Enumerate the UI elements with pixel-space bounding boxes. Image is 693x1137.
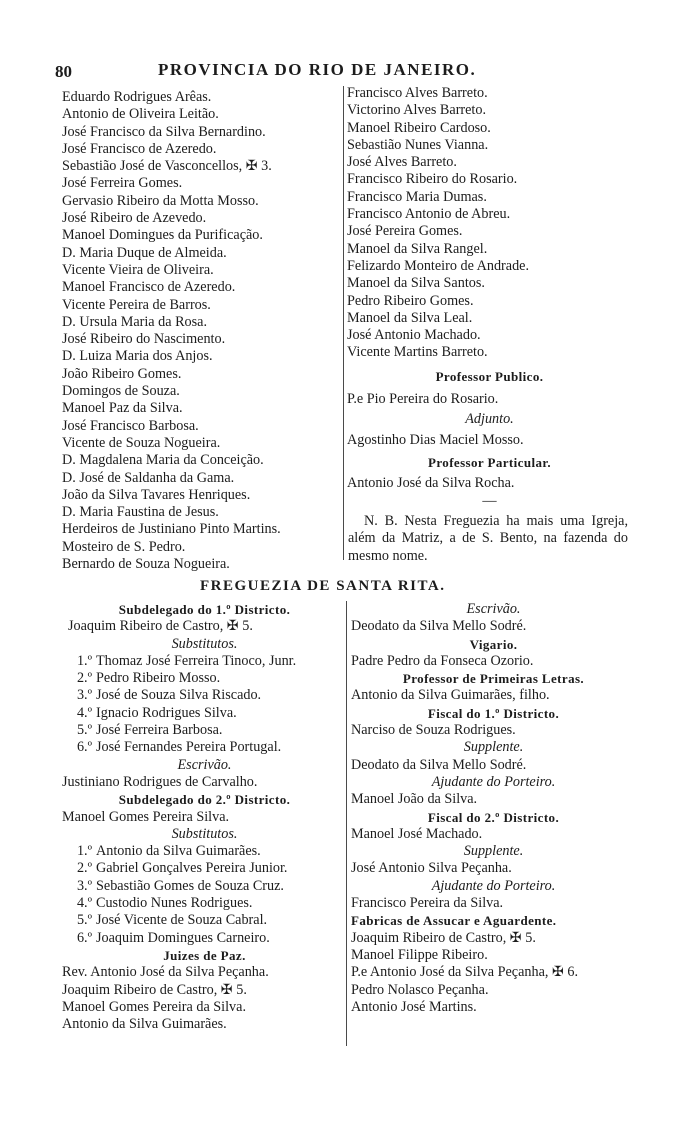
list-item [62, 687, 347, 704]
professor-particular-name: Antonio José da Silva Rocha. [347, 475, 515, 492]
list-item [62, 739, 347, 756]
bottom-right-column [351, 601, 636, 1016]
supplente-2-heading: Supplente. [463, 843, 524, 860]
separator-dash: — [482, 492, 497, 509]
subdelegado-1-name: Joaquim Ribeiro de Castro, ✠ 5. [68, 618, 253, 635]
list-item: Bernardo de Souza Nogueira. [62, 556, 230, 573]
list-item: Manoel Ribeiro Cardoso. [347, 119, 491, 136]
ordinal: 5.º [76, 912, 92, 929]
substituto-name: Pedro Ribeiro Mosso. [96, 670, 221, 687]
juizes-heading: Juizes de Paz. [163, 947, 246, 963]
list-item: José Francisco da Silva Bernardino. [62, 123, 266, 140]
professor-heading: Professor de Primeiras Letras. [402, 671, 585, 687]
substituto-name: Joaquim Domingues Carneiro. [96, 929, 270, 946]
list-item: P.e Antonio José da Silva Peçanha, ✠ 6. [351, 964, 579, 981]
substituto-name: José Ferreira Barbosa. [96, 722, 223, 739]
list-item: José Antonio Machado. [347, 327, 481, 344]
list-item [62, 860, 347, 877]
ordinal: 4.º [76, 895, 92, 912]
list-item: Antonio de Oliveira Leitão. [62, 106, 219, 123]
ordinal: 6.º [76, 739, 92, 756]
list-item: Manoel Gomes Pereira da Silva. [62, 998, 246, 1015]
ajudante-1-heading: Ajudante do Porteiro. [431, 773, 556, 790]
ordinal: 5.º [76, 722, 92, 739]
professor-publico-heading: Professor Publico. [435, 368, 544, 384]
list-item: Antonio José Martins. [351, 998, 477, 1015]
list-item: Pedro Nolasco Peçanha. [351, 981, 489, 998]
list-item: José Ribeiro de Azevedo. [62, 210, 207, 227]
supplente-1-name: Deodato da Silva Mello Sodré. [351, 756, 527, 773]
list-item [62, 930, 347, 947]
ordinal: 2.º [76, 670, 92, 687]
list-item [62, 722, 347, 739]
list-item [62, 878, 347, 895]
list-item: Manoel da Silva Rangel. [347, 240, 488, 257]
supplente-2-name: José Antonio Silva Peçanha. [351, 860, 512, 877]
list-item: José Ferreira Gomes. [62, 175, 183, 192]
substituto-name: Thomaz José Ferreira Tinoco, Junr. [96, 652, 297, 669]
page-number: 80 [55, 62, 72, 81]
adjunto-heading: Adjunto. [465, 411, 514, 428]
list-item: Eduardo Rodrigues Arêas. [62, 89, 212, 105]
substituto-name: Sebastião Gomes de Souza Cruz. [96, 877, 284, 894]
professor-particular-heading: Professor Particular. [428, 454, 551, 470]
list-item: Manoel Paz da Silva. [62, 400, 183, 417]
fabricas-heading: Fabricas de Assucar e Aguardente. [351, 913, 557, 929]
substituto-name: Gabriel Gonçalves Pereira Junior. [96, 860, 288, 877]
list-item: Manoel Francisco de Azeredo. [62, 279, 236, 296]
list-item: Vicente de Souza Nogueira. [62, 434, 221, 451]
supplente-1-heading: Supplente. [463, 739, 524, 756]
escrivao-heading: Escrivão. [177, 756, 232, 773]
list-item: Joaquim Ribeiro de Castro, ✠ 5. [62, 981, 247, 998]
list-item [62, 705, 347, 722]
list-item: D. Magdalena Maria da Conceição. [62, 452, 264, 469]
list-item: Joaquim Ribeiro de Castro, ✠ 5. [351, 929, 536, 946]
list-item: Francisco Maria Dumas. [347, 188, 487, 205]
list-item: José Ribeiro do Nascimento. [62, 331, 226, 348]
column-divider [343, 86, 344, 560]
professor-publico-name: P.e Pio Pereira do Rosario. [347, 391, 499, 408]
list-item [62, 653, 347, 670]
substituto-name: José Vicente de Souza Cabral. [96, 912, 268, 929]
substitutos-2-heading: Substitutos. [171, 825, 238, 842]
list-item: D. Maria Faustina de Jesus. [62, 504, 219, 521]
running-head: PROVINCIA DO RIO DE JANEIRO. [158, 60, 477, 79]
ordinal: 6.º [76, 929, 92, 946]
list-item: Herdeiros de Justiniano Pinto Martins. [62, 521, 281, 538]
escrivao-heading: Escrivão. [466, 601, 521, 617]
list-item: Vicente Pereira de Barros. [62, 296, 211, 313]
list-item [62, 895, 347, 912]
top-right-column [347, 85, 632, 510]
ordinal: 3.º [76, 877, 92, 894]
vigario-name: Padre Pedro da Fonseca Ozorio. [351, 652, 534, 669]
substituto-name: José de Souza Silva Riscado. [96, 687, 262, 704]
list-item: Vicente Martins Barreto. [347, 344, 488, 361]
list-item: Antonio da Silva Guimarães. [62, 1016, 227, 1033]
ordinal: 4.º [76, 704, 92, 721]
list-item: Manoel Domingues da Purificação. [62, 227, 263, 244]
list-item [62, 912, 347, 929]
list-item: D. Maria Duque de Almeida. [62, 244, 227, 261]
list-item: Gervasio Ribeiro da Motta Mosso. [62, 192, 259, 209]
list-item: Manoel da Silva Leal. [347, 309, 473, 326]
substituto-name: Custodio Nunes Rodrigues. [96, 895, 253, 912]
list-item: João Ribeiro Gomes. [62, 365, 182, 382]
ordinal: 3.º [76, 687, 92, 704]
fiscal-1-name: Narciso de Souza Rodrigues. [351, 722, 516, 739]
list-item: Vicente Vieira de Oliveira. [62, 261, 214, 278]
vigario-heading: Vigario. [469, 636, 518, 652]
list-item: Francisco Antonio de Abreu. [347, 206, 511, 223]
subdelegado-2-heading: Subdelegado do 2.º Districto. [118, 792, 291, 808]
list-item: João da Silva Tavares Henriques. [62, 486, 251, 503]
ordinal: 1.º [76, 843, 92, 860]
list-item: José Francisco de Azeredo. [62, 140, 217, 157]
fiscal-1-heading: Fiscal do 1.º Districto. [427, 705, 560, 721]
list-item: José Alves Barreto. [347, 154, 457, 171]
ordinal: 1.º [76, 652, 92, 669]
list-item: Rev. Antonio José da Silva Peçanha. [62, 964, 269, 981]
list-item: D. Ursula Maria da Rosa. [62, 313, 207, 330]
fiscal-2-name: Manoel José Machado. [351, 825, 483, 842]
list-item: Sebastião José de Vasconcellos, ✠ 3. [62, 158, 272, 175]
substituto-name: José Fernandes Pereira Portugal. [96, 739, 282, 756]
subdelegado-1-heading: Subdelegado do 1.º Districto. [118, 602, 291, 617]
list-item: Manoel da Silva Santos. [347, 275, 485, 292]
list-item: D. Luiza Maria dos Anjos. [62, 348, 213, 365]
list-item: Victorino Alves Barreto. [347, 102, 487, 119]
ajudante-2-name: Francisco Pereira da Silva. [351, 895, 504, 912]
substituto-name: Ignacio Rodrigues Silva. [96, 704, 237, 721]
substitutos-1-heading: Substitutos. [171, 635, 238, 652]
list-item [62, 843, 347, 860]
escrivao-name: Deodato da Silva Mello Sodré. [351, 618, 527, 635]
adjunto-name: Agostinho Dias Maciel Mosso. [347, 431, 524, 448]
ordinal: 2.º [76, 860, 92, 877]
bottom-left-column [62, 601, 347, 1033]
list-item: D. José de Saldanha da Gama. [62, 469, 235, 486]
subdelegado-2-name: Manoel Gomes Pereira Silva. [62, 808, 230, 825]
list-item: Domingos de Souza. [62, 383, 180, 400]
list-item: Pedro Ribeiro Gomes. [347, 292, 474, 309]
ajudante-1-name: Manoel João da Silva. [351, 791, 478, 808]
substituto-name: Antonio da Silva Guimarães. [96, 843, 261, 860]
top-left-column [62, 89, 337, 573]
list-item: Manoel Filippe Ribeiro. [351, 946, 488, 963]
escrivao-name: Justiniano Rodrigues de Carvalho. [62, 773, 258, 790]
section-title: FREGUEZIA DE SANTA RITA. [200, 578, 446, 594]
professor-name: Antonio da Silva Guimarães, filho. [351, 687, 550, 704]
list-item: José Francisco Barbosa. [62, 417, 199, 434]
list-item: José Pereira Gomes. [347, 223, 463, 240]
list-item: Felizardo Monteiro de Andrade. [347, 257, 530, 274]
fiscal-2-heading: Fiscal do 2.º Districto. [427, 809, 560, 825]
ajudante-2-heading: Ajudante do Porteiro. [431, 877, 556, 894]
list-item: Francisco Ribeiro do Rosario. [347, 171, 518, 188]
list-item: Francisco Alves Barreto. [347, 85, 488, 101]
column-divider [346, 601, 347, 1046]
list-item [62, 670, 347, 687]
list-item: Sebastião Nunes Vianna. [347, 136, 489, 153]
list-item: Mosteiro de S. Pedro. [62, 538, 186, 555]
nota-bene: N. B. Nesta Freguezia ha mais uma Igreja, além da Matriz, a de S. Bento, na fazenda do mesmo nome. [348, 513, 628, 564]
